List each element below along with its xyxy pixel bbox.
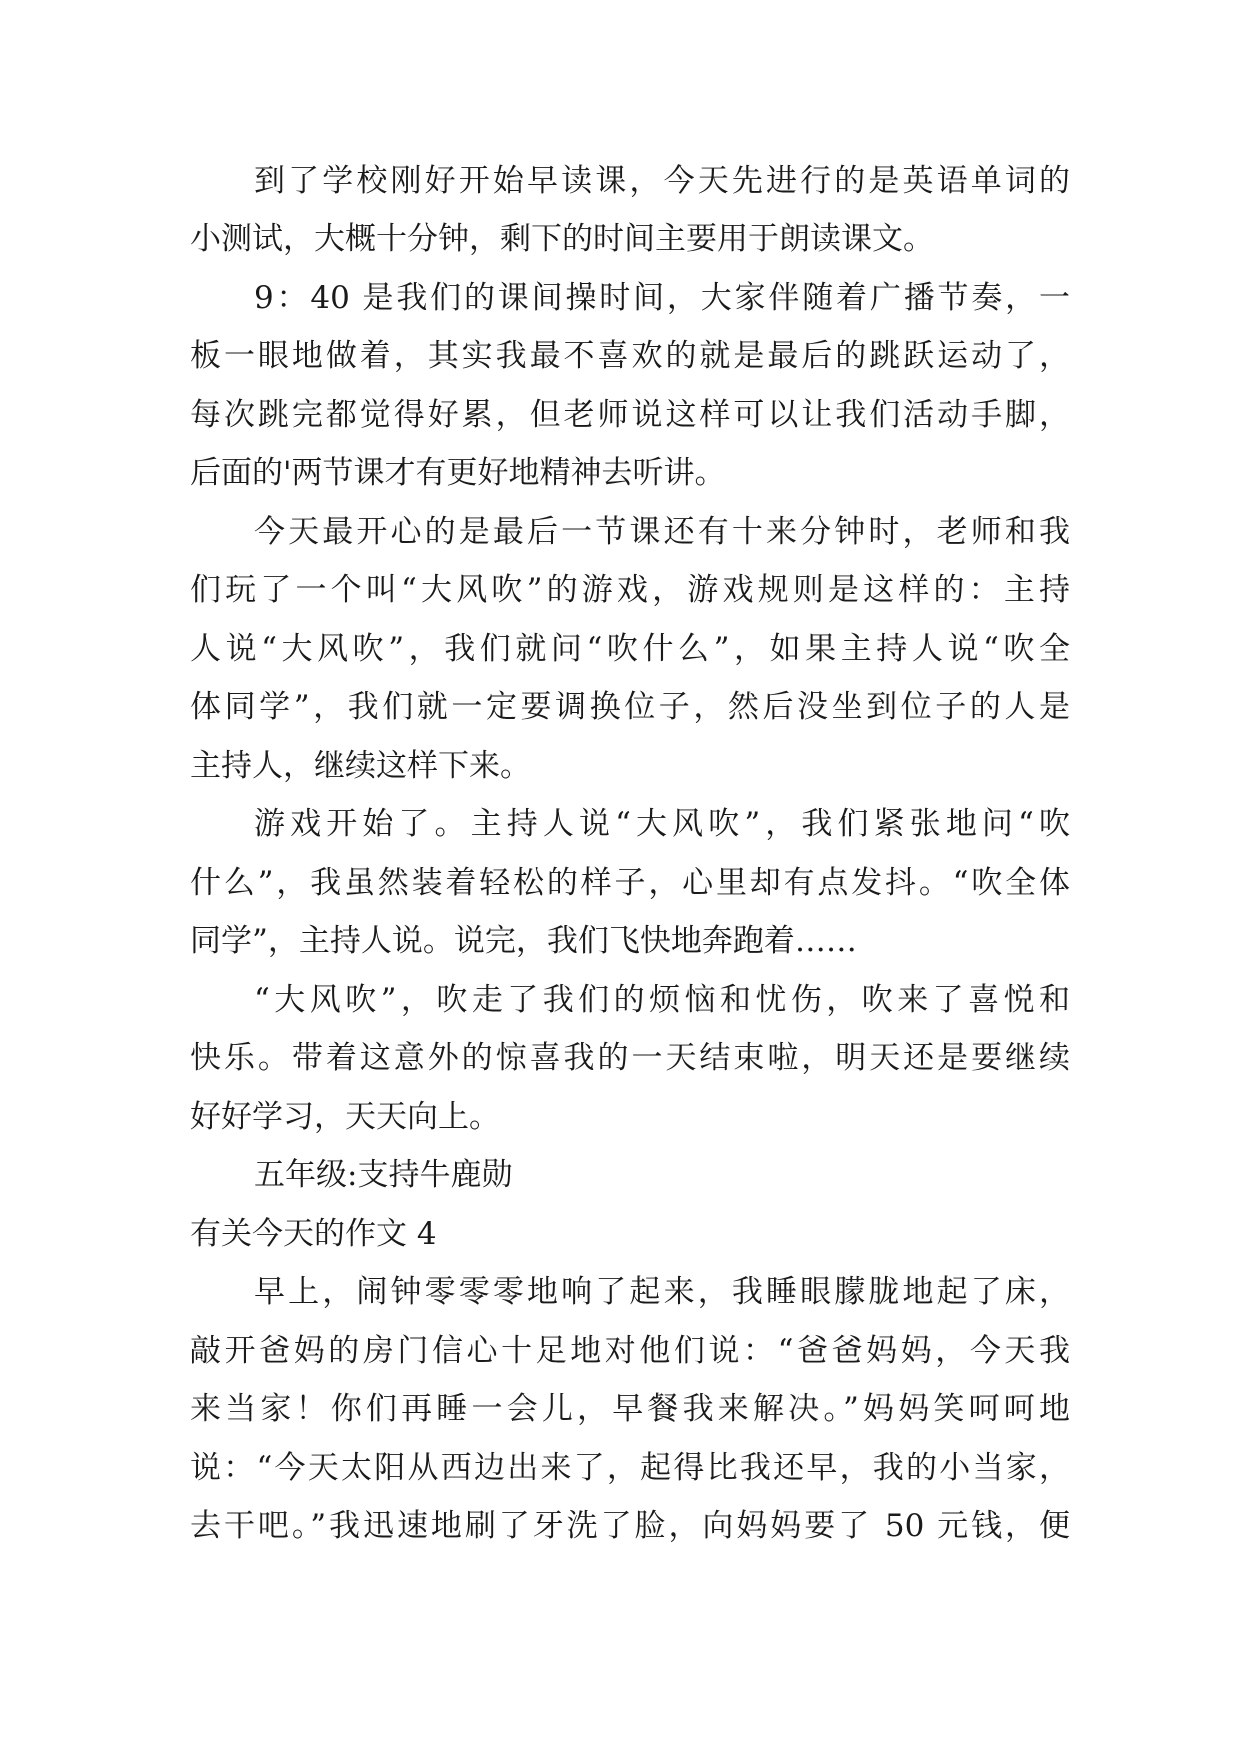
- text-line: 同学”，主持人说。说完，我们飞快地奔跑着……: [190, 923, 857, 959]
- text-line: 体同学”，我们就一定要调换位子，然后没坐到位子的人是: [190, 689, 1070, 725]
- text-line: 主持人，继续这样下来。: [190, 748, 531, 784]
- text-line: 小测试，大概十分钟，剩下的时间主要用于朗读课文。: [190, 221, 934, 257]
- text-line: 到了学校刚好开始早读课，今天先进行的是英语单词的: [254, 163, 1070, 199]
- text-line: “大风吹”，吹走了我们的烦恼和忧伤，吹来了喜悦和: [254, 982, 1070, 1018]
- text-line: 什么”，我虽然装着轻松的样子，心里却有点发抖。“吹全体: [190, 865, 1070, 901]
- text-line: 去干吧。”我迅速地刷了牙洗了脸，向妈妈要了 50 元钱，便: [190, 1508, 1070, 1544]
- text-line: 每次跳完都觉得好累，但老师说这样可以让我们活动手脚，: [190, 397, 1070, 433]
- text-line: 人说“大风吹”，我们就问“吹什么”，如果主持人说“吹全: [190, 631, 1070, 667]
- text-line: 快乐。带着这意外的惊喜我的一天结束啦，明天还是要继续: [190, 1040, 1070, 1076]
- text-line: 说：“今天太阳从西边出来了，起得比我还早，我的小当家，: [190, 1450, 1070, 1486]
- text-line: 敲开爸妈的房门信心十足地对他们说：“爸爸妈妈，今天我: [190, 1333, 1070, 1369]
- text-line: 后面的'两节课才有更好地精神去听讲。: [190, 455, 726, 491]
- text-line: 今天最开心的是最后一节课还有十来分钟时，老师和我: [254, 514, 1070, 550]
- text-line: 早上，闹钟零零零地响了起来，我睡眼朦胧地起了床，: [254, 1274, 1070, 1310]
- text-line: 游戏开始了。主持人说“大风吹”，我们紧张地问“吹: [254, 806, 1070, 842]
- signature-line: 五年级:支持牛鹿勋: [254, 1157, 513, 1193]
- essay-heading: 有关今天的作文 4: [190, 1216, 437, 1252]
- text-line: 9：40 是我们的课间操时间，大家伴随着广播节奏，一: [254, 280, 1070, 316]
- text-line: 们玩了一个叫“大风吹”的游戏，游戏规则是这样的：主持: [190, 572, 1070, 608]
- text-line: 来当家！你们再睡一会儿，早餐我来解决。”妈妈笑呵呵地: [190, 1391, 1070, 1427]
- text-line: 板一眼地做着，其实我最不喜欢的就是最后的跳跃运动了，: [190, 338, 1070, 374]
- text-line: 好好学习，天天向上。: [190, 1099, 500, 1135]
